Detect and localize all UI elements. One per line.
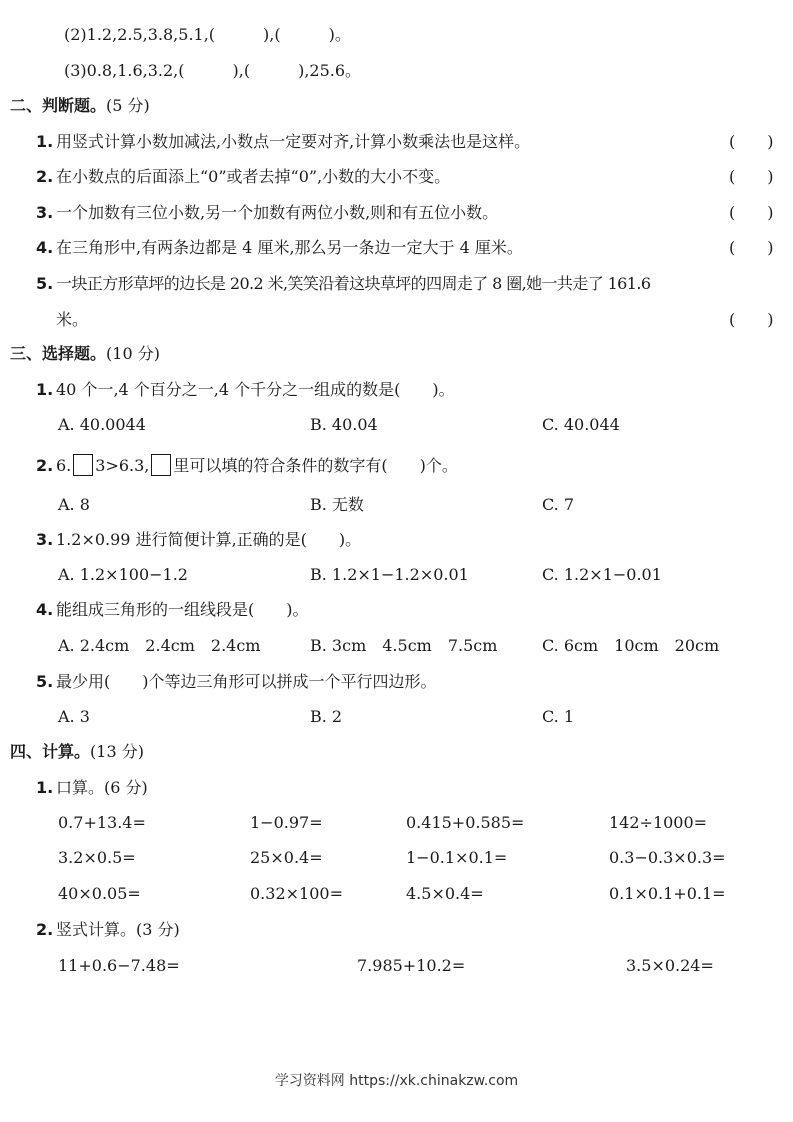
sequence-question-3: (3)0.8,1.6,3.2,( ),( ),25.6。 — [64, 61, 362, 80]
answer-paren[interactable]: ( ) — [729, 310, 774, 329]
choice-title: 三、选择题。 — [10, 344, 107, 363]
option-b[interactable]: B. 无数 — [310, 495, 364, 514]
blank-box[interactable] — [151, 454, 171, 476]
choice-question — [36, 529, 361, 551]
oral-problem: 3.2×0.5= — [58, 848, 136, 867]
item-number: 1. — [36, 132, 54, 151]
calc-section-title — [10, 741, 144, 763]
option-a[interactable]: A. 2.4cm 2.4cm 2.4cm — [58, 636, 261, 655]
vertical-points: (3 分) — [136, 920, 180, 939]
item-number: 5. — [36, 672, 54, 691]
oral-points: (6 分) — [104, 778, 148, 797]
choice-question — [36, 599, 309, 621]
oral-problem: 0.7+13.4= — [58, 813, 146, 832]
choice-points: (10 分) — [106, 344, 160, 363]
calc-points: (13 分) — [90, 742, 144, 761]
vertical-calc-heading — [36, 919, 180, 941]
judge-item — [36, 237, 523, 259]
option-c[interactable]: C. 40.044 — [542, 415, 620, 434]
oral-problem: 40×0.05= — [58, 884, 141, 903]
option-c[interactable]: C. 6cm 10cm 20cm — [542, 636, 720, 655]
item-text-continued: 米。 — [56, 310, 89, 329]
item-text: 在三角形中,有两条边都是 4 厘米,那么另一条边一定大于 4 厘米。 — [56, 238, 523, 257]
item-text: 一个加数有三位小数,另一个加数有两位小数,则和有五位小数。 — [56, 203, 499, 222]
option-b[interactable]: B. 3cm 4.5cm 7.5cm — [310, 636, 498, 655]
item-number: 2. — [36, 167, 54, 186]
question-text: 1.2×0.99 进行简便计算,正确的是( )。 — [56, 530, 362, 549]
answer-paren[interactable]: ( ) — [729, 167, 774, 186]
option-a[interactable]: A. 3 — [58, 707, 90, 726]
item-number: 5. — [36, 274, 54, 293]
judge-item — [36, 131, 530, 153]
question-text-part: 里可以填的符合条件的数字有( )个。 — [173, 456, 458, 475]
answer-paren[interactable]: ( ) — [729, 203, 774, 222]
oral-calc-heading — [36, 777, 148, 799]
option-a[interactable]: A. 40.0044 — [58, 415, 146, 434]
item-number: 1. — [36, 380, 54, 399]
question-text-part: 3>6.3, — [95, 456, 150, 475]
answer-paren[interactable]: ( ) — [729, 132, 774, 151]
item-text: 用竖式计算小数加减法,小数点一定要对齐,计算小数乘法也是这样。 — [56, 132, 531, 151]
option-b[interactable]: B. 1.2×1−1.2×0.01 — [310, 565, 469, 584]
question-text: 最少用( )个等边三角形可以拼成一个平行四边形。 — [56, 672, 437, 691]
judge-points: (5 分) — [106, 96, 150, 115]
oral-problem: 4.5×0.4= — [406, 884, 484, 903]
question-text: 能组成三角形的一组线段是( )。 — [56, 600, 309, 619]
option-b[interactable]: B. 40.04 — [310, 415, 378, 434]
option-c[interactable]: C. 1.2×1−0.01 — [542, 565, 662, 584]
page-footer: 学习资料网 https://xk.chinakzw.com — [274, 1073, 519, 1089]
option-a[interactable]: A. 1.2×100−1.2 — [58, 565, 188, 584]
oral-problem: 0.32×100= — [250, 884, 343, 903]
vertical-problem: 11+0.6−7.48= — [58, 956, 180, 975]
judge-item — [36, 202, 498, 224]
item-text: 在小数点的后面添上“0”或者去掉“0”,小数的大小不变。 — [56, 167, 451, 186]
option-c[interactable]: C. 7 — [542, 495, 575, 514]
vertical-problem: 7.985+10.2= — [357, 956, 466, 975]
oral-problem: 1−0.97= — [250, 813, 323, 832]
item-number: 4. — [36, 600, 54, 619]
oral-label: 口算。 — [56, 778, 105, 797]
choice-section-title — [10, 343, 160, 365]
choice-question — [36, 671, 437, 693]
item-number: 1. — [36, 778, 54, 797]
oral-problem: 1−0.1×0.1= — [406, 848, 508, 867]
option-c[interactable]: C. 1 — [542, 707, 575, 726]
sequence-question-2: (2)1.2,2.5,3.8,5.1,( ),( )。 — [64, 25, 351, 44]
judge-item — [36, 273, 650, 295]
question-text: 40 个一,4 个百分之一,4 个千分之一组成的数是( )。 — [56, 380, 455, 399]
item-number: 3. — [36, 203, 54, 222]
option-b[interactable]: B. 2 — [310, 707, 343, 726]
calc-title: 四、计算。 — [10, 742, 91, 761]
item-number: 2. — [36, 920, 54, 939]
question-text-part: 6. — [56, 456, 72, 475]
judge-section-title — [10, 95, 150, 117]
choice-question — [36, 454, 458, 477]
vertical-problem: 3.5×0.24= — [626, 956, 714, 975]
option-a[interactable]: A. 8 — [58, 495, 90, 514]
choice-question — [36, 379, 455, 401]
vertical-label: 竖式计算。 — [56, 920, 137, 939]
oral-problem: 25×0.4= — [250, 848, 323, 867]
oral-problem: 0.1×0.1+0.1= — [609, 884, 726, 903]
oral-problem: 0.3−0.3×0.3= — [609, 848, 726, 867]
oral-problem: 0.415+0.585= — [406, 813, 525, 832]
blank-box[interactable] — [73, 454, 93, 476]
item-number: 3. — [36, 530, 54, 549]
oral-problem: 142÷1000= — [609, 813, 708, 832]
item-number: 2. — [36, 456, 54, 475]
item-text: 一块正方形草坪的边长是 20.2 米,笑笑沿着这块草坪的四周走了 8 圈,她一共走了 161.6 — [56, 274, 651, 293]
judge-title: 二、判断题。 — [10, 96, 107, 115]
answer-paren[interactable]: ( ) — [729, 238, 774, 257]
judge-item — [36, 166, 450, 188]
item-number: 4. — [36, 238, 54, 257]
